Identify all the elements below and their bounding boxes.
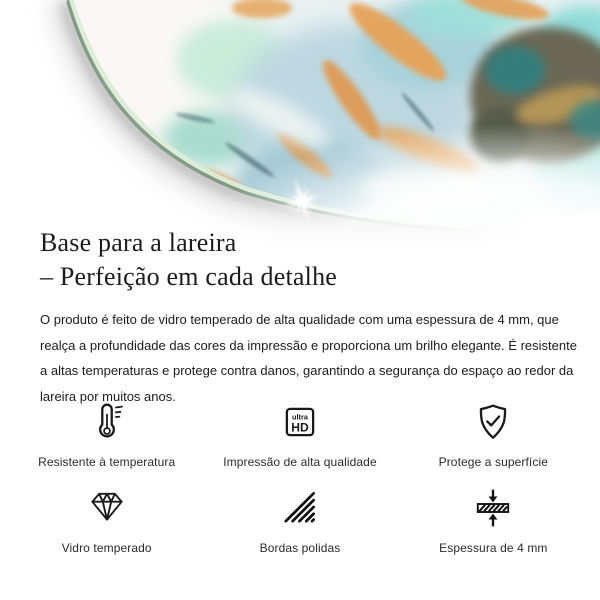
- page-title: [40, 226, 580, 294]
- feature-polished-edges: [203, 487, 396, 555]
- feature-print-quality: [203, 401, 396, 469]
- page-title-line2: – Perfeição em cada detalhe: [40, 262, 338, 291]
- feature-surface-protection: [397, 401, 590, 469]
- ultra-hd-icon-text-bottom: HD: [291, 420, 309, 435]
- feature-label: Impressão de alta qualidade: [223, 455, 377, 469]
- feature-label: Bordas polidas: [259, 541, 341, 555]
- feature-label: Vidro temperado: [61, 541, 152, 555]
- feature-label: Espessura de 4 mm: [439, 541, 548, 555]
- hero-product-image: [0, 0, 600, 246]
- feature-tempered-glass: [10, 487, 203, 555]
- compress-thickness-icon: [472, 487, 514, 529]
- product-description: O produto é feito de vidro temperado de alta qualidade com uma espessura de 4 mm, que realça a profundidade das cores da impressão e proporciona um brilho elegante. É resistente a altas temperaturas e protege contra danos, garantindo a segurança do espaço ao redor da lareira por muitos anos.: [40, 312, 577, 404]
- feature-label: Resistente à temperatura: [38, 455, 176, 469]
- ultra-hd-icon-text-top: ultra: [292, 412, 308, 422]
- feature-grid: [10, 401, 590, 555]
- feature-temperature-resistant: [10, 401, 203, 469]
- thermometer-icon: [86, 401, 128, 443]
- page-title-line1: Base para a lareira: [40, 228, 237, 257]
- polished-edges-icon: [279, 487, 321, 529]
- glass-panel-photo: [0, 0, 600, 246]
- diamond-icon: [86, 487, 128, 529]
- feature-label: Protege a superfície: [438, 455, 549, 469]
- feature-thickness: [397, 487, 590, 555]
- ultra-hd-icon: [279, 401, 321, 443]
- shield-check-icon: [472, 401, 514, 443]
